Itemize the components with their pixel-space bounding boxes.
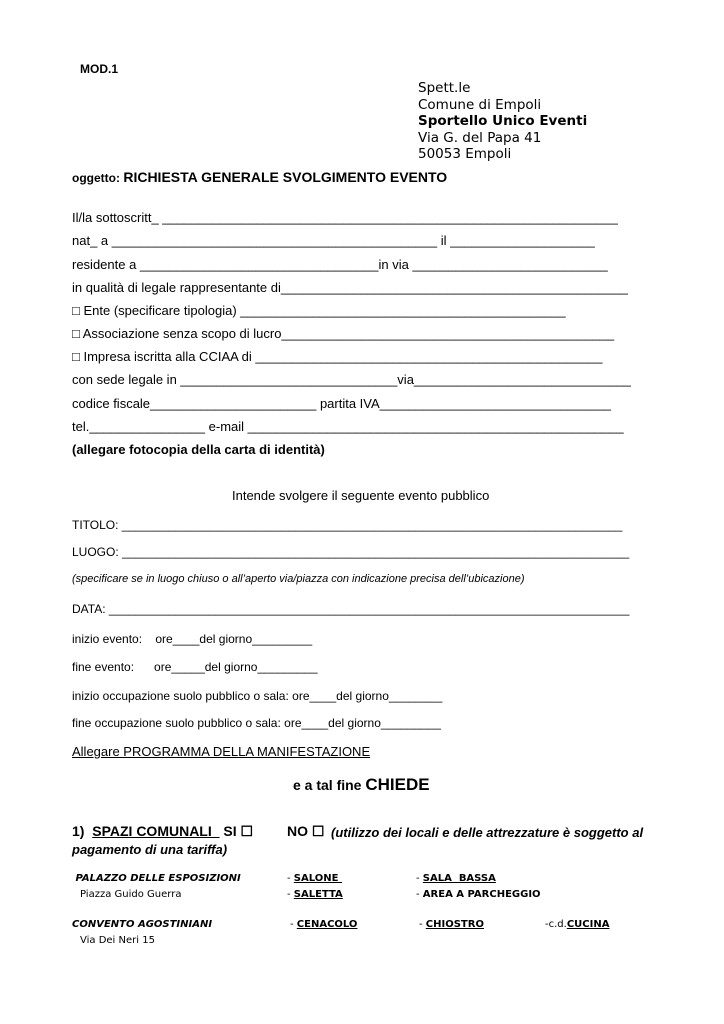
spazi-heading [72, 823, 253, 840]
chiede-prefix: e a tal fine [293, 777, 366, 793]
event-intro: Intende svolgere il seguente evento pubblico [232, 488, 490, 503]
field-qualita[interactable]: in qualità di legale rappresentante di________________________________________________ [72, 280, 628, 295]
recipient-line: Spett.le [418, 80, 471, 96]
spazi-no-checkbox[interactable]: NO ☐ [287, 823, 325, 839]
palazzo-address: Piazza Guido Guerra [80, 889, 182, 900]
form-code: MOD.1 [80, 62, 119, 76]
recipient-line: 50053 Empoli [418, 146, 512, 162]
field-associazione[interactable]: □ Associazione senza scopo di lucro______________________________________________ [72, 326, 615, 341]
chiede-word: CHIEDE [365, 775, 430, 794]
option-saletta[interactable]: - SALETTA [287, 889, 343, 900]
venue-palazzo[interactable]: PALAZZO DELLE ESPOSIZIONI [72, 873, 241, 884]
spazi-number: 1) [72, 823, 93, 839]
recipient-line: Sportello Unico Eventi [418, 113, 588, 129]
venue-convento[interactable]: CONVENTO AGOSTINIANI [72, 919, 213, 930]
field-inizio-evento[interactable]: inizio evento: ore____del giorno_________ [72, 632, 313, 646]
field-tel-email[interactable]: tel.________________ e-mail ____________________________________________________ [72, 419, 624, 434]
luogo-note: (specificare se in luogo chiuso o all’aperto via/piazza con indicazione precisa dell’ubicazione) [72, 573, 525, 585]
field-codice-fiscale[interactable]: codice fiscale_______________________ partita IVA________________________________ [72, 396, 612, 411]
option-area-parcheggio[interactable]: - AREA A PARCHEGGIO [416, 889, 541, 900]
field-luogo[interactable]: LUOGO: ____________________________________________________________________________ [72, 545, 630, 559]
subject-label: oggetto: [72, 171, 124, 185]
field-titolo[interactable]: TITOLO: ___________________________________________________________________________ [72, 518, 623, 532]
field-ente[interactable]: □ Ente (specificare tipologia) _____________________________________________ [72, 303, 566, 318]
option-cucina[interactable]: -c.d.CUCINA [545, 919, 610, 930]
identity-note: (allegare fotocopia della carta di identità) [72, 442, 325, 457]
field-data[interactable]: DATA: ______________________________________________________________________________ [72, 602, 630, 616]
field-sottoscritto[interactable]: Il/la sottoscritt_ _______________________________________________________________ [72, 210, 618, 225]
recipient-line: Comune di Empoli [418, 96, 542, 113]
spazi-note-line2: pagamento di una tariffa) [72, 842, 228, 857]
field-residente[interactable]: residente a _________________________________in via ___________________________ [72, 257, 608, 272]
field-nato[interactable]: nat_ a _____________________________________________ il ____________________ [72, 233, 595, 248]
spazi-si-checkbox[interactable]: SI ☐ [219, 823, 254, 839]
spazi-title: SPAZI COMUNALI [92, 823, 220, 839]
allegare-programma: Allegare PROGRAMMA DELLA MANIFESTAZIONE [72, 744, 371, 759]
field-impresa[interactable]: □ Impresa iscritta alla CCIAA di ________________________________________________ [72, 349, 603, 364]
option-chiostro[interactable]: - CHIOSTRO [419, 919, 484, 930]
field-inizio-occupazione[interactable]: inizio occupazione suolo pubblico o sala: ore____del giorno________ [72, 689, 443, 703]
convento-address: Via Dei Neri 15 [80, 935, 155, 946]
subject-line [72, 169, 447, 187]
option-cenacolo[interactable]: - CENACOLO [290, 919, 358, 930]
field-sede[interactable]: con sede legale in ______________________________via______________________________ [72, 372, 631, 387]
chiede-heading [293, 775, 430, 795]
subject-title: RICHIESTA GENERALE SVOLGIMENTO EVENTO [123, 169, 448, 185]
option-salone[interactable]: - SALONE [287, 873, 342, 884]
option-sala-bassa[interactable]: - SALA BASSA [416, 873, 496, 884]
recipient-line: Via G. del Papa 41 [418, 129, 542, 146]
recipient-address [418, 80, 587, 163]
spazi-note-line1: (utilizzo dei locali e delle attrezzature è soggetto al [331, 825, 644, 840]
field-fine-evento[interactable]: fine evento: ore_____del giorno_________ [72, 660, 318, 674]
field-fine-occupazione[interactable]: fine occupazione suolo pubblico o sala: ore____del giorno_________ [72, 716, 441, 730]
